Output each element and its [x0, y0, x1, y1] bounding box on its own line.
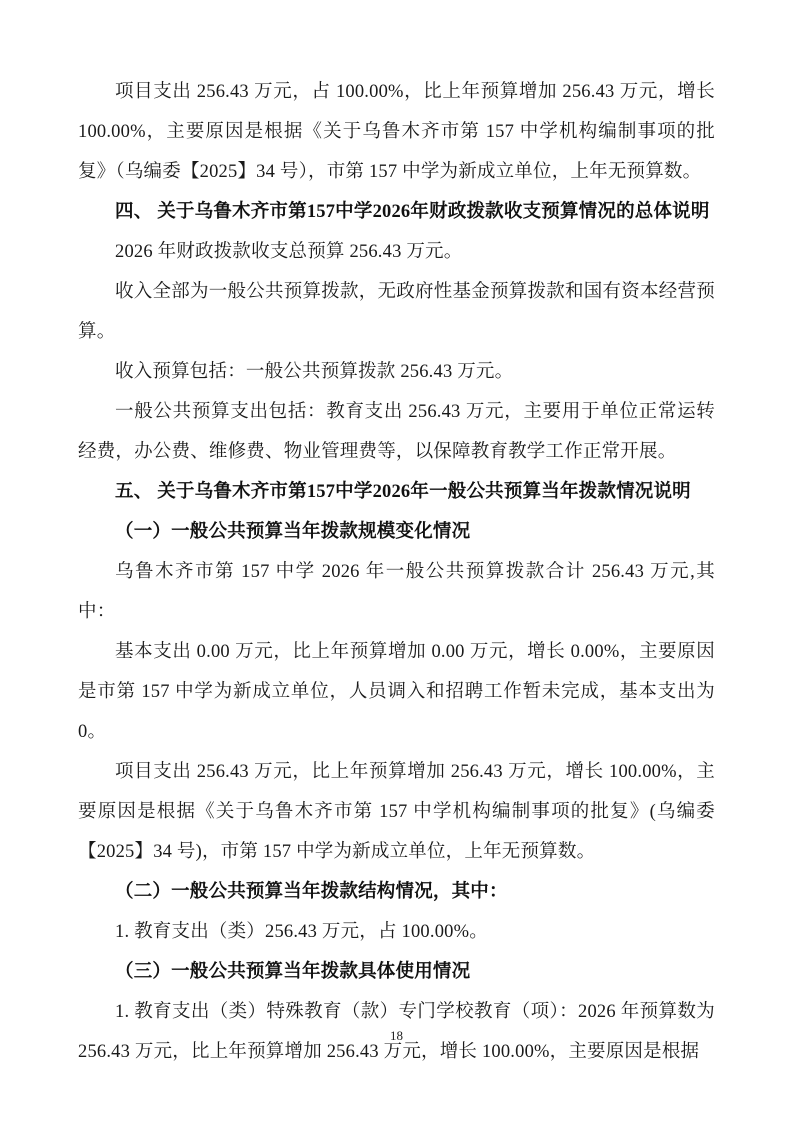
paragraph-expenditure-includes: 一般公共预算支出包括：教育支出 256.43 万元，主要用于单位正常运转经费，办公费、维修费、物业管理费等，以保障教育教学工作正常开展。 — [78, 402, 715, 462]
paragraph-education-expenditure-item: 1. 教育支出（类）256.43 万元，占 100.00%。 — [115, 922, 488, 942]
subheading-scale-change: （一）一般公共预算当年拨款规模变化情况 — [115, 522, 471, 542]
paragraph-project-expenditure-two: 项目支出 256.43 万元，比上年预算增加 256.43 万元，增长 100.00%，主要原因是根据《关于乌鲁木齐市第 157 中学机构编制事项的批复》(乌编委【2025】34 号)，市第 157 中学为新成立单位，上年无预算数。 — [78, 762, 715, 862]
heading-section-four: 四、 关于乌鲁木齐市第157中学2026年财政拨款收支预算情况的总体说明 — [115, 202, 710, 222]
paragraph-special-education-detail: 1. 教育支出（类）特殊教育（款）专门学校教育（项）：2026 年预算数为 256.43 万元，比上年预算增加 256.43 万元，增长 100.00%，主要原因是根据 — [78, 1002, 715, 1062]
subheading-specific-usage: （三）一般公共预算当年拨款具体使用情况 — [115, 962, 471, 982]
paragraph-general-budget-total: 乌鲁木齐市第 157 中学 2026 年一般公共预算拨款合计 256.43 万元,其中： — [78, 562, 715, 622]
paragraph-project-expenditure: 项目支出 256.43 万元，占 100.00%，比上年预算增加 256.43 万元，增长 100.00%，主要原因是根据《关于乌鲁木齐市第 157 中学机构编制事项的批复》（乌编委【2025】34 号），市第 157 中学为新成立单位，上年无预算数。 — [78, 82, 715, 182]
subheading-structure: （二）一般公共预算当年拨款结构情况，其中： — [115, 882, 508, 902]
paragraph-total-budget: 2026 年财政拨款收支总预算 256.43 万元。 — [115, 242, 463, 262]
page-number: 18 — [390, 1028, 403, 1043]
paragraph-basic-expenditure: 基本支出 0.00 万元，比上年预算增加 0.00 万元，增长 0.00%，主要原因是市第 157 中学为新成立单位，人员调入和招聘工作暂未完成，基本支出为 0。 — [78, 642, 715, 742]
paragraph-income-source: 收入全部为一般公共预算拨款，无政府性基金预算拨款和国有资本经营预算。 — [78, 282, 715, 342]
paragraph-income-includes: 收入预算包括：一般公共预算拨款 256.43 万元。 — [115, 362, 514, 382]
heading-section-five: 五、 关于乌鲁木齐市第157中学2026年一般公共预算当年拨款情况说明 — [115, 482, 691, 502]
document-body — [78, 72, 715, 1072]
